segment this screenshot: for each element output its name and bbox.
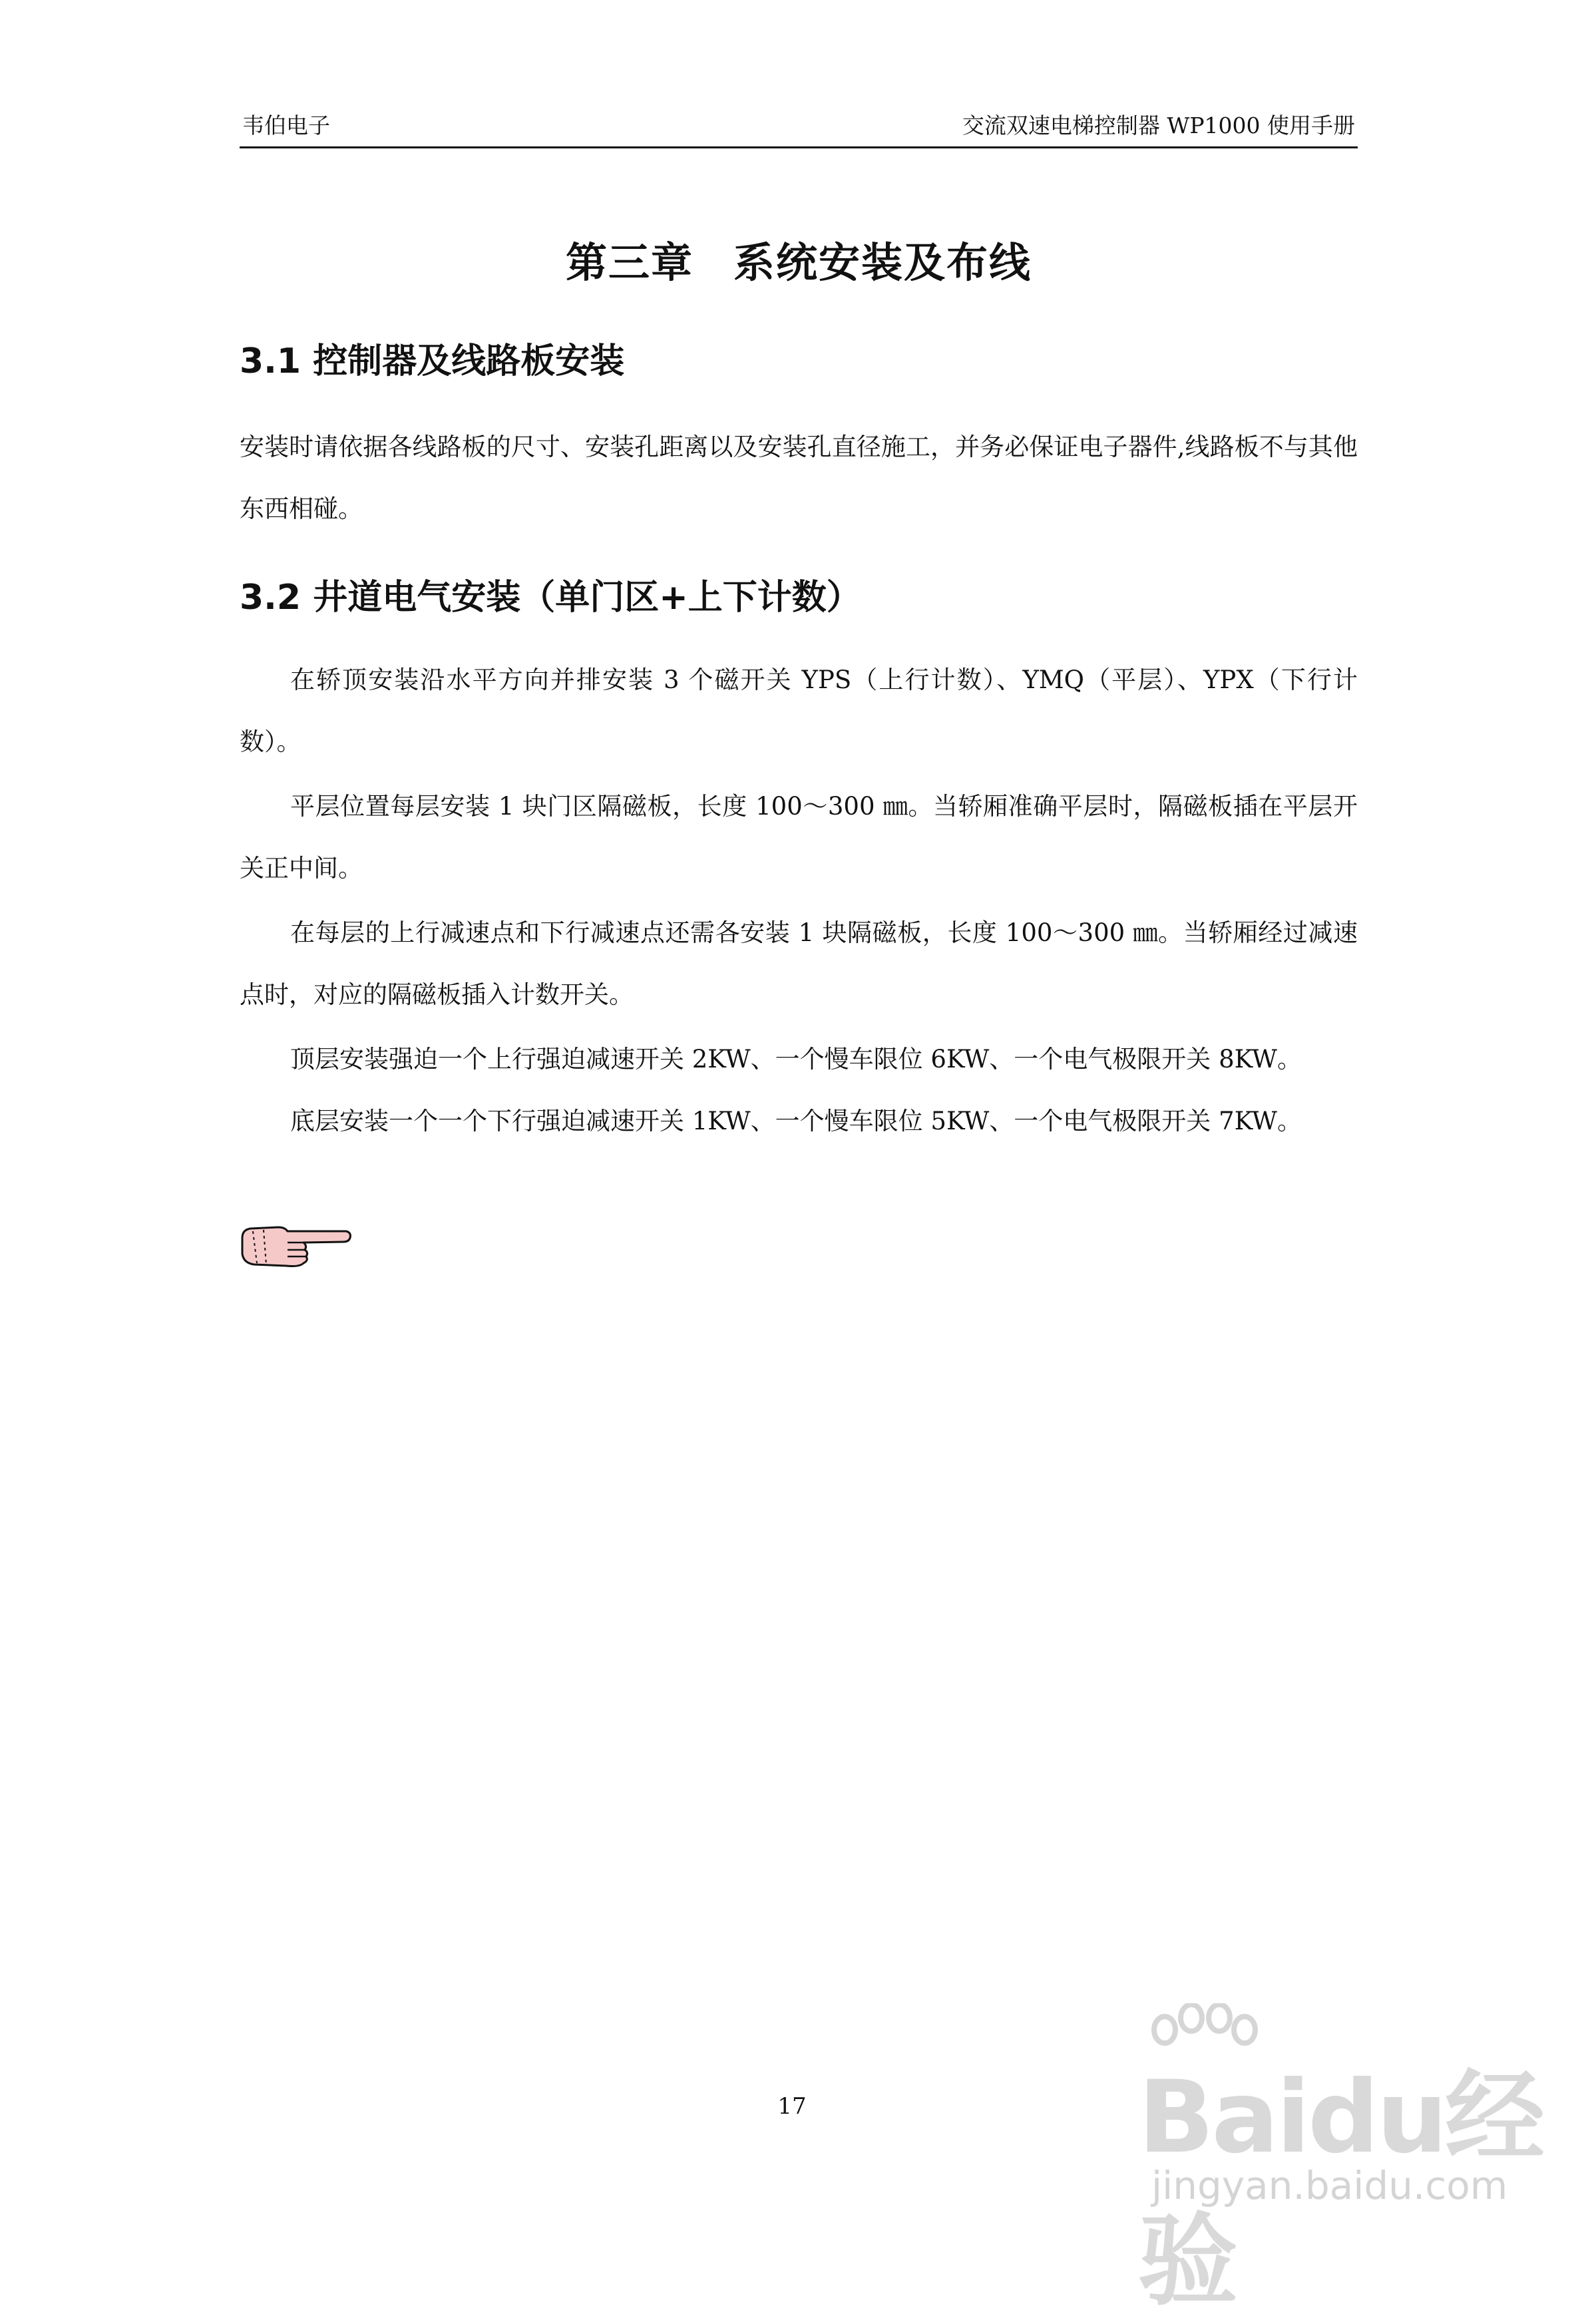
watermark-logo: Baidu经验 <box>1138 2060 1543 2319</box>
header-company: 韦伯电子 <box>242 112 330 138</box>
page-number: 17 <box>777 2093 807 2120</box>
chapter-name: 系统安装及布线 <box>733 238 1032 287</box>
chapter-title <box>240 230 1358 289</box>
header-manual-title: 交流双速电梯控制器 WP1000 使用手册 <box>962 112 1355 138</box>
paragraph: 在每层的上行减速点和下行减速点还需各安装 1 块隔磁板，长度 100～300 ㎜。当轿厢经过减速点时，对应的隔磁板插入计数开关。 <box>240 918 1358 1009</box>
section-heading-3-2: 3.2 井道电气安装（单门区+上下计数） <box>240 578 861 618</box>
chapter-number: 第三章 <box>565 238 693 287</box>
pointing-hand-icon <box>240 1218 353 1271</box>
paragraph: 安装时请依据各线路板的尺寸、安装孔距离以及安装孔直径施工，并务必保证电子器件,线路板不与其他东西相碰。 <box>240 433 1358 523</box>
section-heading-3-1: 3.1 控制器及线路板安装 <box>240 341 625 381</box>
page-header <box>240 100 1358 148</box>
paragraph: 在轿顶安装沿水平方向并排安装 3 个磁开关 YPS（上行计数）、YMQ（平层）、YPX（下行计数）。 <box>240 666 1358 756</box>
paragraph: 顶层安装强迫一个上行强迫减速开关 2KW、一个慢车限位 6KW、一个电气极限开关 8KW。 <box>290 1045 1302 1073</box>
baidu-watermark <box>1125 2003 1551 2319</box>
paragraph: 底层安装一个一个下行强迫减速开关 1KW、一个慢车限位 5KW、一个电气极限开关 7KW。 <box>290 1107 1302 1135</box>
watermark-url: jingyan.baidu.com <box>1151 2163 1508 2208</box>
paragraph: 平层位置每层安装 1 块门区隔磁板，长度 100～300 ㎜。当轿厢准确平层时，隔磁板插在平层开关正中间。 <box>240 792 1358 882</box>
